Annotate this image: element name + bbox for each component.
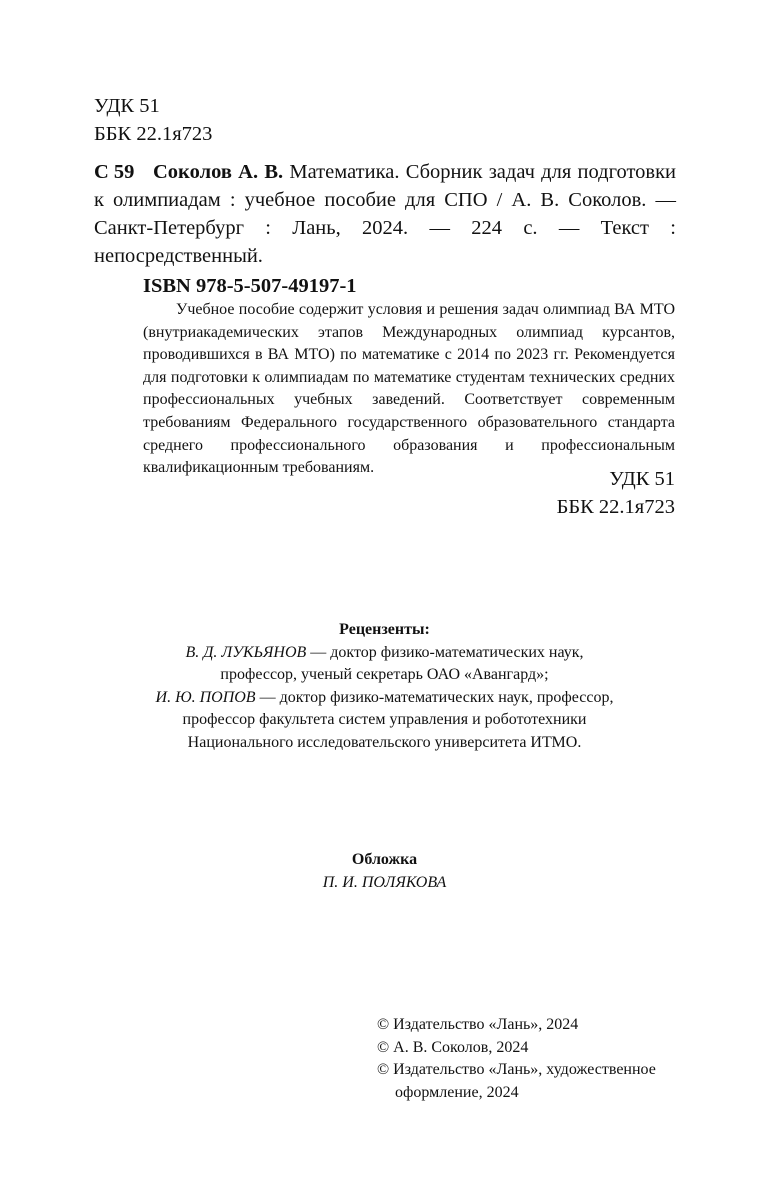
reviewer-1-title: — доктор физико-математических наук, — [306, 643, 584, 661]
bbk-code-top: ББК 22.1я723 — [94, 123, 213, 145]
annotation: Учебное пособие содержит условия и решения задач олимпиад ВА МТО (внутриакадемических этапов Международных олимпиад курсантов, проводившихся в ВА МТО) по математике с 2014 по 2023 гг. Рекомендуется для подготовки к олимпиадам по математике студентам технических средних профессиональных учебных заведений. Соответствует современным требованиям Федерального государственного образовательного стандарта среднего профессионального образования и профессиональным квалификационным требованиям. — [143, 301, 675, 477]
copyright-line: © Издательство «Лань», 2024 — [377, 1016, 579, 1033]
classification-top — [94, 92, 212, 148]
isbn: ISBN 978-5-507-49197-1 — [143, 275, 357, 297]
reviewers-heading: Рецензенты: — [339, 621, 430, 638]
cover-designer: П. И. ПОЛЯКОВА — [322, 873, 447, 891]
udk-code-bottom: УДК 51 — [609, 468, 675, 490]
author-name: Соколов А. В. — [153, 161, 284, 183]
catalog-card — [94, 158, 676, 270]
copyright-line: © Издательство «Лань», художественное — [377, 1061, 656, 1079]
reviewer-1-position: профессор, ученый секретарь ОАО «Авангард»; — [220, 666, 549, 684]
cover-heading: Обложка — [351, 851, 418, 868]
reviewer-1 — [0, 642, 769, 665]
reviewer-2-position: профессор факультета систем управления и робототехники — [182, 711, 587, 729]
udk-code-top: УДК 51 — [94, 95, 160, 117]
cover-credit — [0, 849, 769, 894]
book-description: Математика. Сборник задач для подготовки к олимпиадам : учебное пособие для СПО / А. В. Соколов. — Санкт-Петербург : Лань, 2024. — 224 с. — Текст : непосредственный. — [94, 161, 677, 267]
bbk-code-bottom: ББК 22.1я723 — [556, 496, 675, 518]
reviewer-2-title: — доктор физико-математических наук, профессор, — [255, 688, 614, 706]
reviewer-2-name: И. Ю. ПОПОВ — [155, 688, 256, 706]
reviewer-2 — [0, 687, 769, 710]
copyright-block — [377, 1014, 656, 1104]
classification-bottom — [557, 465, 675, 521]
copyright-line: оформление, 2024 — [395, 1083, 519, 1101]
copyright-line: © А. В. Соколов, 2024 — [377, 1038, 529, 1056]
reviewers-block — [0, 619, 769, 755]
bibliographic-description — [94, 158, 676, 270]
reviewer-2-affiliation: Национального исследовательского университета ИТМО. — [187, 733, 582, 751]
author-mark: С 59 — [94, 161, 135, 183]
reviewer-1-name: В. Д. ЛУКЬЯНОВ — [185, 643, 307, 661]
